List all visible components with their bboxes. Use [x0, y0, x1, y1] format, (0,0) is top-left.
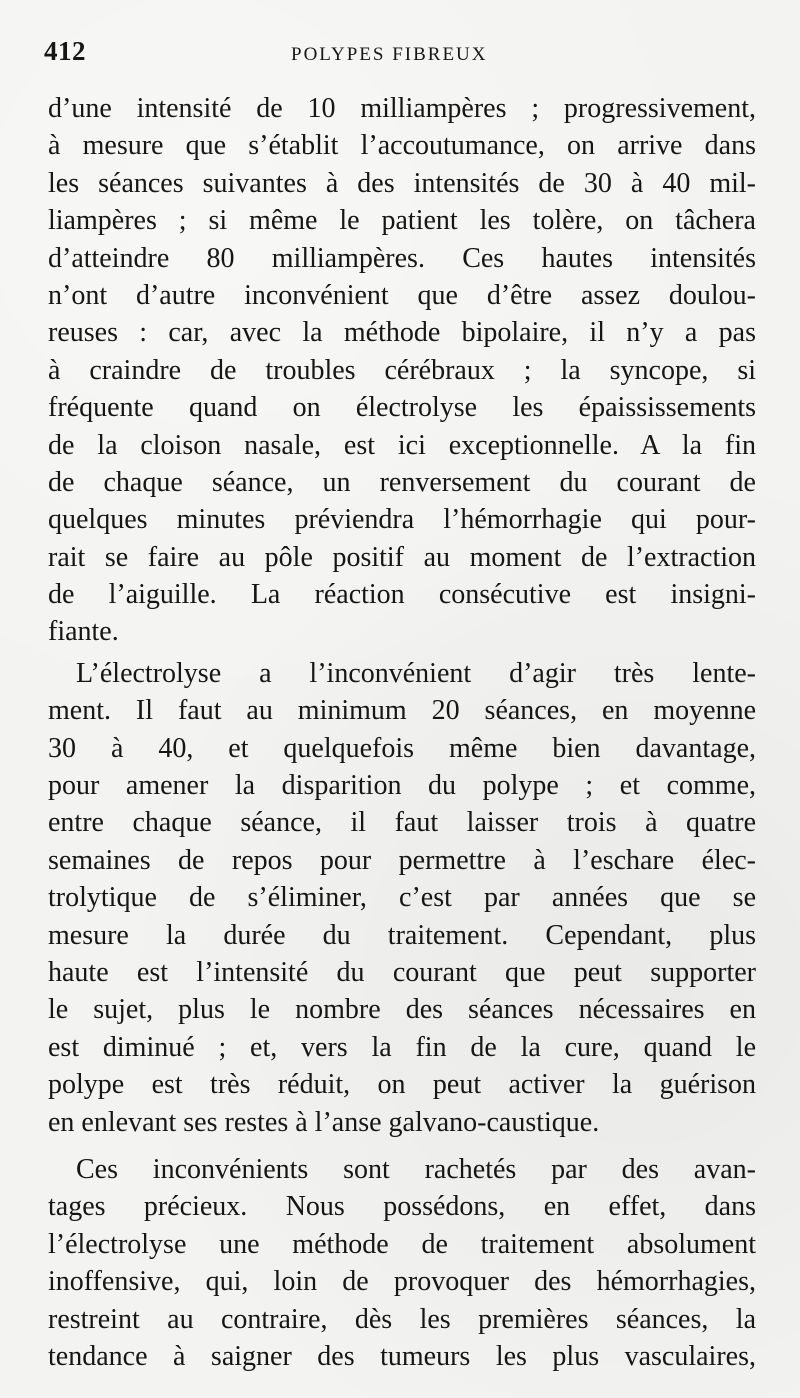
- text-line: d’atteindre 80 milliampères. Ces hautes intensités: [48, 242, 756, 274]
- text-line: 30 à 40, et quelquefois même bien davantage,: [48, 732, 756, 764]
- text-line: fréquente quand on électrolyse les épaississements: [48, 392, 756, 424]
- text-line: fiante.: [48, 616, 119, 648]
- text-line: semaines de repos pour permettre à l’eschare élec-: [48, 844, 756, 876]
- running-title: POLYPES FIBREUX: [291, 44, 488, 65]
- text-line: à mesure que s’établit l’accoutumance, on arrive dans: [48, 130, 756, 162]
- text-line: tendance à saigner des tumeurs les plus vasculaires,: [48, 1340, 756, 1372]
- text-line: restreint au contraire, dès les premières séances, la: [48, 1303, 756, 1335]
- text-line: d’une intensité de 10 milliampères ; progressivement,: [48, 93, 756, 124]
- page-number: 412: [44, 36, 86, 66]
- text-line: entre chaque séance, il faut laisser trois à quatre: [48, 807, 756, 839]
- text-line: haute est l’intensité du courant que peut supporter: [48, 956, 756, 988]
- text-line: L’électrolyse a l’inconvénient d’agir très lente-: [76, 657, 756, 689]
- text-line: pour amener la disparition du polype ; et comme,: [48, 770, 756, 802]
- text-line: inoffensive, qui, loin de provoquer des hémorrhagies,: [48, 1266, 756, 1298]
- paragraph-1: [48, 90, 756, 651]
- text-line: est diminué ; et, vers la fin de la cure, quand le: [48, 1031, 756, 1063]
- text-line: rait se faire au pôle positif au moment de l’extraction: [48, 541, 756, 573]
- text-line: de la cloison nasale, est ici exceptionnelle. A la fin: [48, 429, 756, 461]
- text-line: Ces inconvénients sont rachetés par des avan-: [76, 1153, 756, 1185]
- text-line: mesure la durée du traitement. Cependant, plus: [48, 919, 756, 951]
- page-header: [0, 36, 800, 76]
- text-line: reuses : car, avec la méthode bipolaire, il n’y a pas: [48, 317, 756, 349]
- text-line: quelques minutes préviendra l’hémorrhagie qui pour-: [48, 504, 756, 536]
- text-line: en enlevant ses restes à l’anse galvano-caustique.: [48, 1106, 600, 1138]
- text-line: de l’aiguille. La réaction consécutive est insigni-: [48, 579, 756, 611]
- text-line: le sujet, plus le nombre des séances nécessaires en: [48, 994, 756, 1026]
- text-line: tages précieux. Nous possédons, en effet, dans: [48, 1191, 756, 1223]
- paragraph-3: [48, 1151, 756, 1375]
- text-line: de chaque séance, un renversement du courant de: [48, 466, 756, 498]
- text-line: l’électrolyse une méthode de traitement absolument: [48, 1228, 756, 1260]
- text-line: trolytique de s’éliminer, c’est par années que se: [48, 882, 756, 914]
- paragraph-2: [48, 655, 756, 1141]
- text-line: polype est très réduit, on peut activer la guérison: [48, 1069, 756, 1101]
- text-line: à craindre de troubles cérébraux ; la syncope, si: [48, 354, 756, 386]
- text-line: n’ont d’autre inconvénient que d’être assez doulou-: [48, 279, 756, 311]
- text-line: liampères ; si même le patient les tolère, on tâchera: [48, 205, 756, 237]
- text-line: les séances suivantes à des intensités de 30 à 40 mil-: [48, 167, 756, 199]
- body-text: [48, 90, 756, 1375]
- text-line: ment. Il faut au minimum 20 séances, en moyenne: [48, 695, 756, 727]
